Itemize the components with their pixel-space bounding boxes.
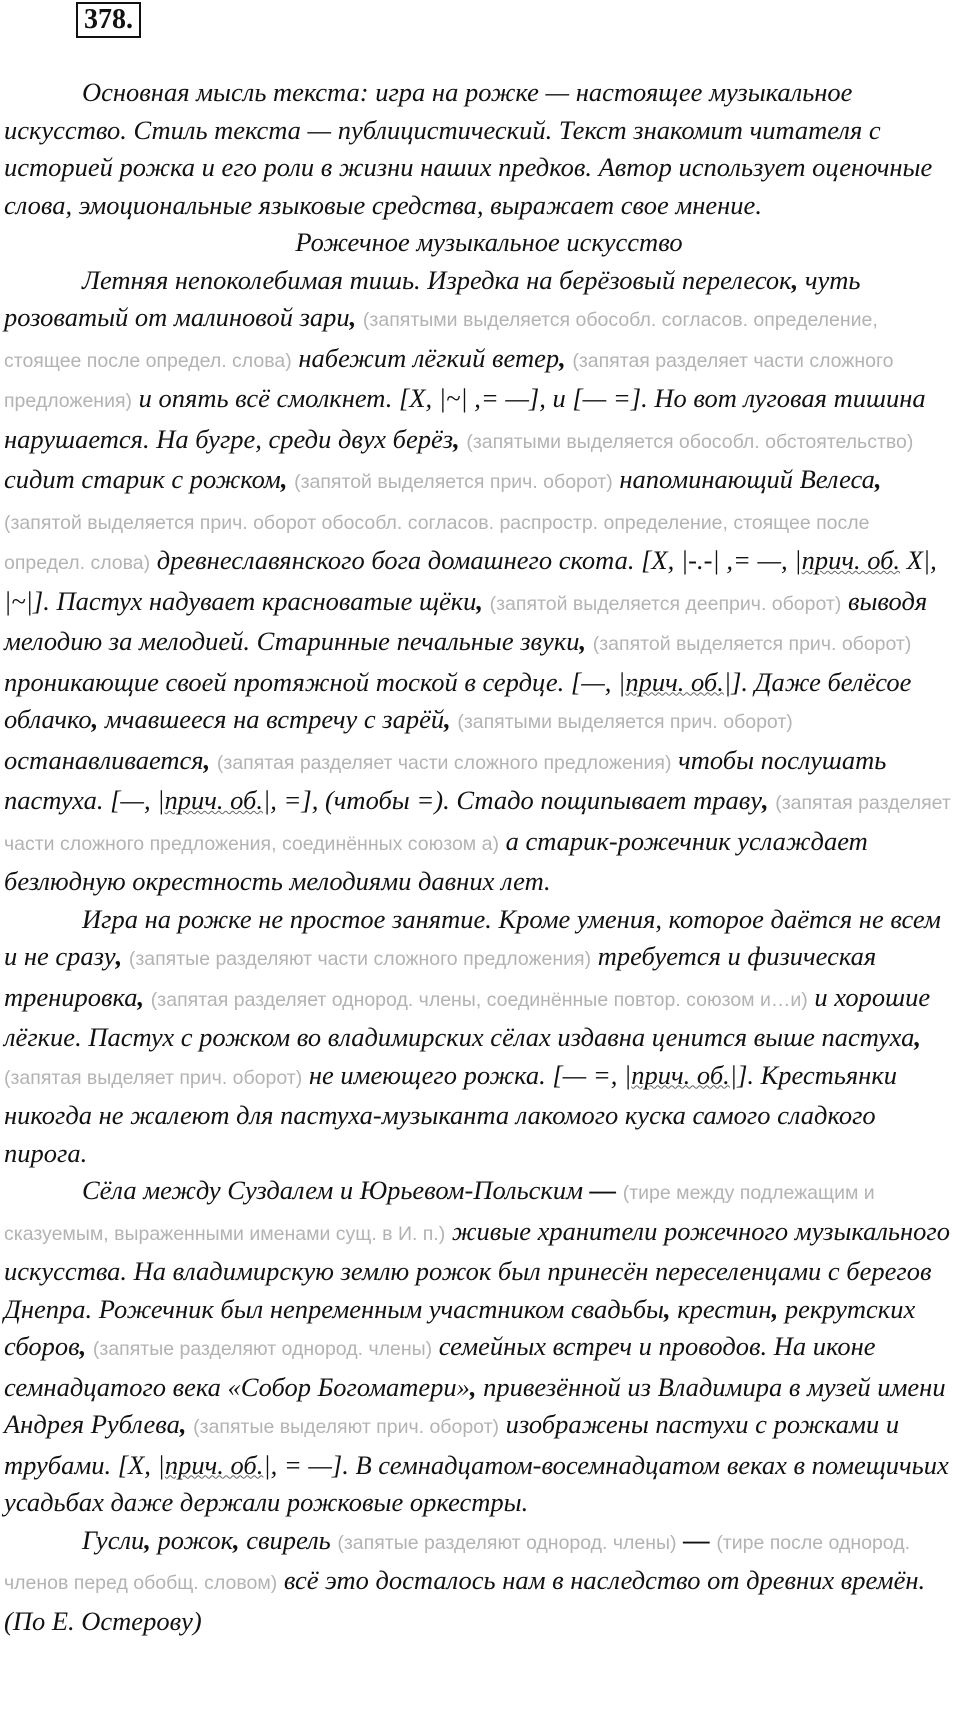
text-fragment: Гусли — [82, 1524, 145, 1555]
text-fragment: останавливается — [4, 744, 204, 775]
punctuation-note: (тире между подлежащим и сказуемым, выраженными именами сущ. в И. п.) — [4, 1182, 875, 1245]
paragraph-2 — [4, 901, 954, 1173]
main-idea-paragraph: Основная мысль текста: игра на рожке — настоящее музыкальное искусство. Стиль текста — публицистический. Текст знакомит читателя с историей рожка и его роли в жизни наших предков. Автор использует оценочные слова, эмоциональные языковые средства, выражает свое мнение. — [4, 77, 933, 220]
text-fragment: живые хранители рожечного музыкального искусства. На владимирскую землю рожок был принесён переселенцами с берегов Днепра. Рожечник был непременным участником свадьбы — [4, 1215, 950, 1324]
comma-mark: , — [663, 1293, 671, 1324]
scheme-underlined: прич. об. — [631, 1059, 730, 1090]
text-fragment: изображены пастухи с рожками и трубами. [X, | — [4, 1409, 900, 1480]
comma-mark: , — [874, 464, 882, 494]
scheme-underlined: прич. об. — [164, 785, 263, 815]
punctuation-note: (запятые разделяют части сложного предложения) — [128, 948, 592, 970]
comma-mark: , — [280, 464, 288, 494]
punctuation-note: (запятыми выделяется прич. оборот) — [457, 711, 793, 733]
text-fragment: рожок — [157, 1524, 233, 1555]
paragraph-1 — [4, 262, 954, 901]
punctuation-note: (запятой выделяется прич. оборот) — [294, 471, 613, 493]
text-fragment: чтобы послушать пастуха. [—, | — [4, 744, 887, 815]
text-fragment: сидит старик с рожком — [4, 464, 281, 494]
scheme-underlined: прич. об. — [164, 1449, 264, 1480]
paragraph-3 — [4, 1172, 954, 1522]
dash-mark: — — [683, 1524, 710, 1555]
text-fragment: рекрутских сборов — [4, 1293, 916, 1361]
comma-mark: , — [761, 785, 769, 815]
comma-mark: , — [115, 941, 123, 971]
text-fragment: крестин — [677, 1293, 772, 1324]
comma-mark: , — [203, 744, 211, 775]
scheme-underlined: прич. об. — [801, 545, 901, 575]
comma-mark: , — [469, 1371, 477, 1402]
exercise-number: 378. — [76, 2, 141, 38]
punctuation-note: (запятая разделяет части сложного предложения) — [4, 349, 894, 412]
text-fragment: а старик-рожечник услаждает безлюдную окрестность мелодиями давних лет. — [4, 825, 868, 896]
comma-mark: , — [559, 342, 566, 373]
text-fragment: набежит лёгкий ветер — [298, 342, 560, 373]
text-title: Рожечное музыкальное искусство — [295, 227, 683, 257]
punctuation-note: (запятые выделяют прич. оборот) — [193, 1416, 500, 1438]
punctuation-note: (запятыми выделяется обособл. согласов. определение, стоящее после определ. слова) — [4, 309, 878, 372]
text-fragment: |]. Крестьянки никогда не жалеют для пастуха-музыканта лакомого куска самого сладкого пирога. — [4, 1059, 897, 1168]
text-fragment: свирель — [246, 1524, 331, 1555]
punctuation-note: (запятая разделяет части сложного предложения) — [216, 751, 672, 774]
comma-mark: , — [579, 626, 587, 656]
text-fragment: древнеславянского бога домашнего скота. [X, |-.-| ,= —, | — [156, 545, 802, 575]
paragraph-4 — [4, 1522, 954, 1641]
punctuation-note: (запятые разделяют однород. члены) — [337, 1531, 677, 1554]
text-fragment: привезённой из Владимира в музей имени Андрея Рублева — [4, 1371, 946, 1439]
punctuation-note: (запятая выделяет прич. оборот) — [4, 1066, 303, 1089]
scheme-underlined: прич. об. — [625, 666, 724, 697]
comma-mark: , — [349, 302, 357, 332]
punctuation-note: (запятая разделяет части сложного предложения, соединённых союзом а) — [4, 792, 951, 855]
text-fragment: Летняя непоколебимая тишь. Изредка на берёзовый перелесок — [82, 264, 792, 295]
text-fragment: X|, |~|]. Пастух надувает красноватые щёки — [4, 545, 937, 616]
text-fragment: напоминающий Велеса — [619, 464, 875, 494]
text-fragment: Игра на рожке не простое занятие. Кроме умения, которое даётся не всем и не сразу — [4, 903, 941, 971]
comma-mark: , — [453, 423, 460, 454]
text-fragment: |, = —]. В семнадцатом-восемнадцатом веках в помещичьих усадьбах даже держали рожковые оркестры. — [4, 1449, 949, 1517]
punctuation-note: (тире после однород. членов перед обобщ. словом) — [4, 1531, 910, 1594]
comma-mark: , — [476, 585, 483, 616]
exercise-text — [4, 74, 954, 1640]
comma-mark: , — [914, 1022, 921, 1052]
comma-mark: , — [791, 264, 799, 295]
text-fragment: |, =], (чтобы =). Стадо пощипывает траву — [262, 785, 762, 815]
comma-mark: , — [233, 1524, 240, 1555]
comma-mark: , — [144, 1524, 151, 1555]
comma-mark: , — [771, 1293, 779, 1324]
comma-mark: , — [179, 1409, 187, 1439]
text-fragment: мчавшееся на встречу с зарёй — [104, 704, 445, 734]
punctuation-note: (запятой выделяется прич. оборот) — [592, 633, 912, 655]
comma-mark: , — [91, 704, 99, 734]
text-fragment: |]. Даже белёсое облачко — [4, 666, 912, 734]
dash-mark: — — [589, 1175, 617, 1205]
comma-mark: , — [137, 981, 145, 1012]
text-fragment: проникающие своей протяжной тоской в сердце. [—, | — [4, 666, 626, 697]
comma-mark: , — [444, 704, 451, 734]
punctuation-note: (запятыми выделяется обособл. обстоятельство) — [466, 430, 914, 453]
text-fragment: требуется и физическая тренировка — [4, 941, 877, 1012]
punctuation-note: (запятая разделяет однород. члены, соединённые повтор. союзом и…и) — [150, 988, 808, 1011]
text-fragment: и хорошие лёгкие. Пастух с рожком во владимирских сёлах издавна ценится выше пастуха — [4, 981, 931, 1052]
comma-mark: , — [79, 1331, 87, 1361]
punctuation-note: (запятой выделяется дееприч. оборот) — [489, 592, 842, 615]
punctuation-note: (запятой выделяется прич. оборот обособл. согласов. распростр. определение, стоящее после определ. слова) — [4, 511, 870, 574]
text-fragment: не имеющего рожка. [— =, | — [308, 1059, 632, 1090]
text-fragment: выводя мелодию за мелодией. Старинные печальные звуки — [4, 585, 928, 656]
text-fragment: всё это досталось нам в наследство от древних времён. (По Е. Остерову) — [4, 1565, 926, 1636]
text-fragment: семейных встреч и проводов. На иконе семнадцатого века «Собор Богоматери» — [4, 1331, 876, 1402]
punctuation-note: (запятые разделяют однород. члены) — [92, 1338, 433, 1360]
text-fragment: и опять всё смолкнет. [X, |~| ,= —], и [— =]. Но вот луговая тишина нарушается. На бугре, среди двух берёз — [4, 383, 926, 454]
text-fragment: чуть розоватый от малиновой зари — [4, 264, 861, 332]
text-fragment: Сёла между Суздалем и Юрьевом-Польским — [82, 1175, 583, 1205]
